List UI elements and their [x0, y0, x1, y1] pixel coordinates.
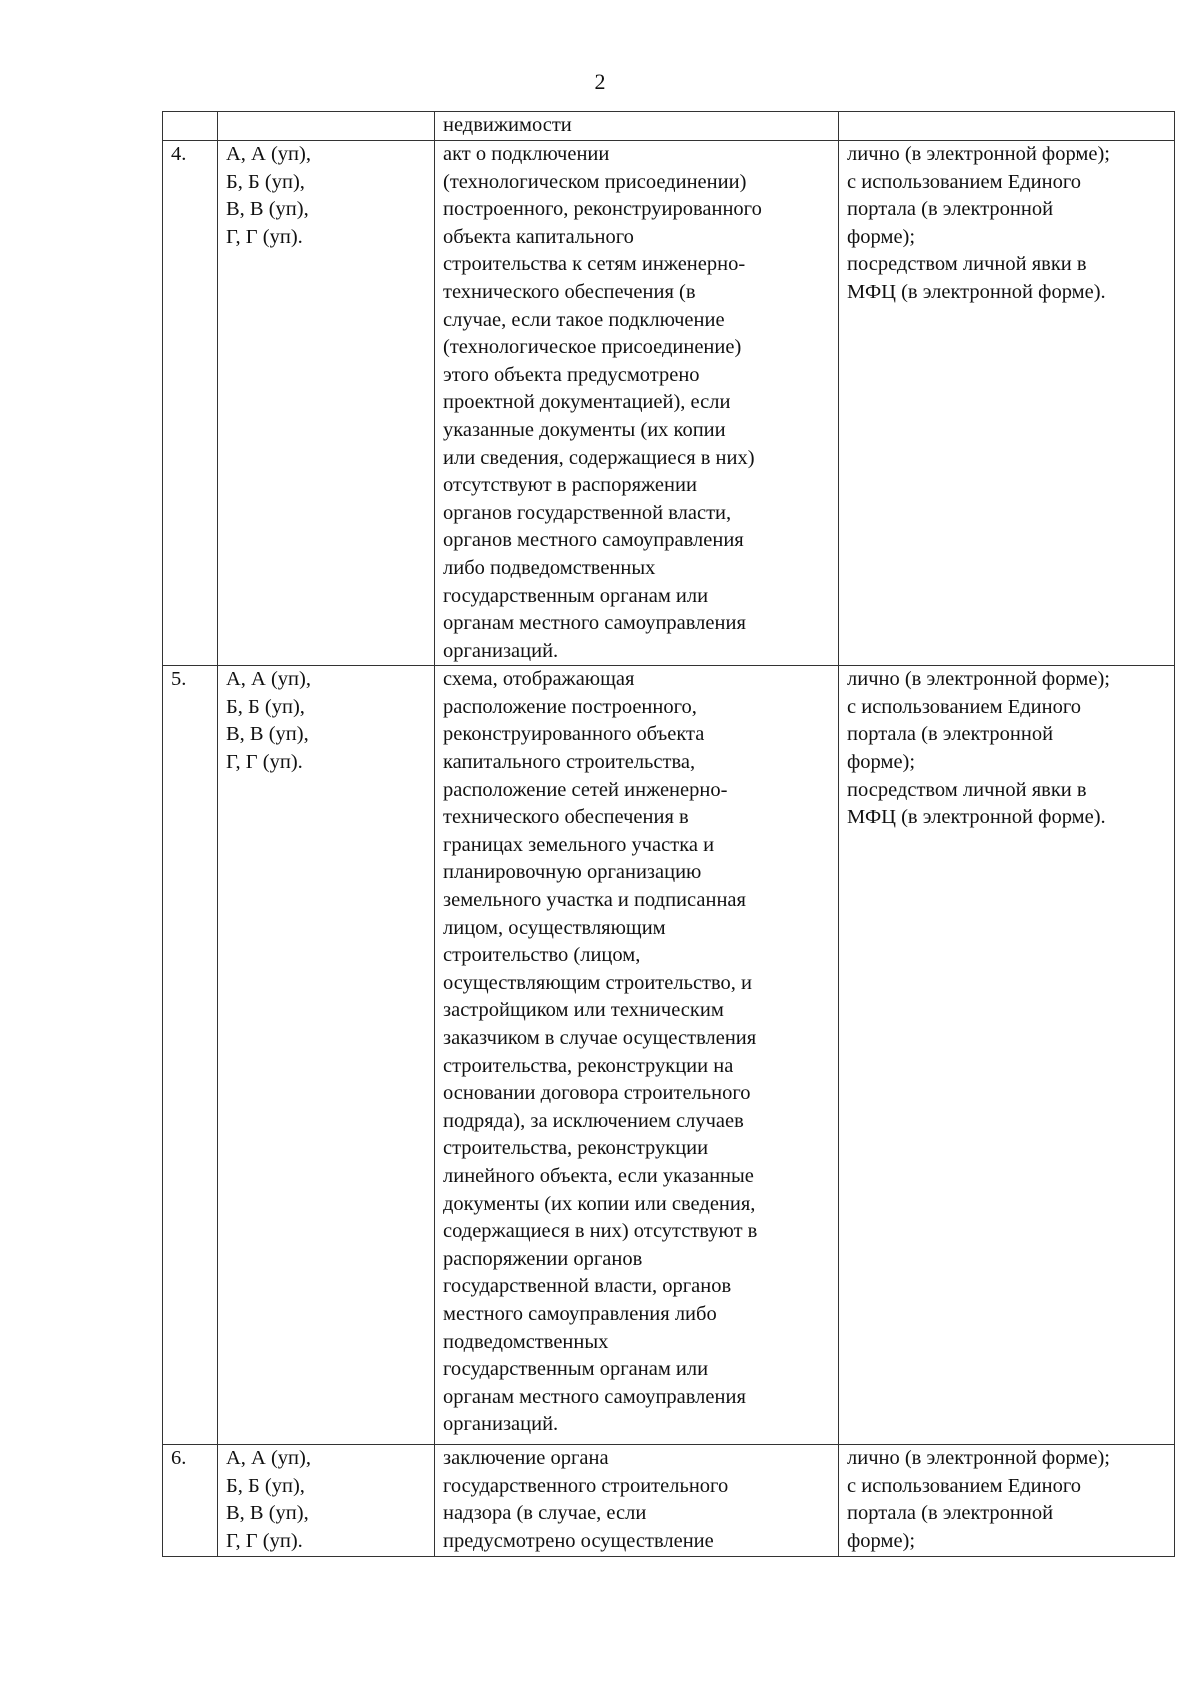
row-number-cell: 5.	[163, 666, 218, 1445]
categories-cell: А, А (уп), Б, Б (уп), В, В (уп), Г, Г (уп).	[218, 666, 435, 1445]
document-cell: схема, отображающая расположение построенного, реконструированного объекта капитального строительства, расположение сетей инженерно- технического обеспечения в границах земельного участка и планировочную организацию земельного участка и подписанная лицом, осуществляющим строительство (лицом, осуществляющим строительство, и застройщиком или техническим заказчиком в случае осуществления строительства, реконструкции на основании договора строительного подряда), за исключением случаев строительства, реконструкции линейного объекта, если указанные документы (их копии или сведения, содержащиеся в них) отсутствуют в распоряжении органов государственной власти, органов местного самоуправления либо подведомственных государственным органам или органам местного самоуправления организаций.	[435, 666, 839, 1445]
document-cell: недвижимости	[435, 112, 839, 141]
row-number-cell: 6.	[163, 1445, 218, 1556]
categories-cell: А, А (уп), Б, Б (уп), В, В (уп), Г, Г (уп).	[218, 141, 435, 666]
table-row-continuation	[163, 112, 1175, 141]
submission-method-cell: лично (в электронной форме); с использованием Единого портала (в электронной форме); посредством личной явки в МФЦ (в электронной форме).	[839, 141, 1175, 666]
categories-cell: А, А (уп), Б, Б (уп), В, В (уп), Г, Г (уп).	[218, 1445, 435, 1556]
row-number-cell	[163, 112, 218, 141]
submission-method-cell: лично (в электронной форме); с использованием Единого портала (в электронной форме);	[839, 1445, 1175, 1556]
submission-method-cell: лично (в электронной форме); с использованием Единого портала (в электронной форме); посредством личной явки в МФЦ (в электронной форме).	[839, 666, 1175, 1445]
document-cell: заключение органа государственного строительного надзора (в случае, если предусмотрено осуществление	[435, 1445, 839, 1556]
table-row	[163, 141, 1175, 666]
document-cell: акт о подключении (технологическом присоединении) построенного, реконструированного объекта капитального строительства к сетям инженерно- технического обеспечения (в случае, если такое подключение (технологическое присоединение) этого объекта предусмотрено проектной документацией), если указанные документы (их копии или сведения, содержащиеся в них) отсутствуют в распоряжении органов государственной власти, органов местного самоуправления либо подведомственных государственным органам или органам местного самоуправления организаций.	[435, 141, 839, 666]
page-number: 2	[594, 69, 606, 94]
categories-cell	[218, 112, 435, 141]
row-number-cell: 4.	[163, 141, 218, 666]
table-row	[163, 1445, 1175, 1556]
table-row	[163, 666, 1175, 1445]
documents-table	[162, 111, 1175, 1557]
submission-method-cell	[839, 112, 1175, 141]
